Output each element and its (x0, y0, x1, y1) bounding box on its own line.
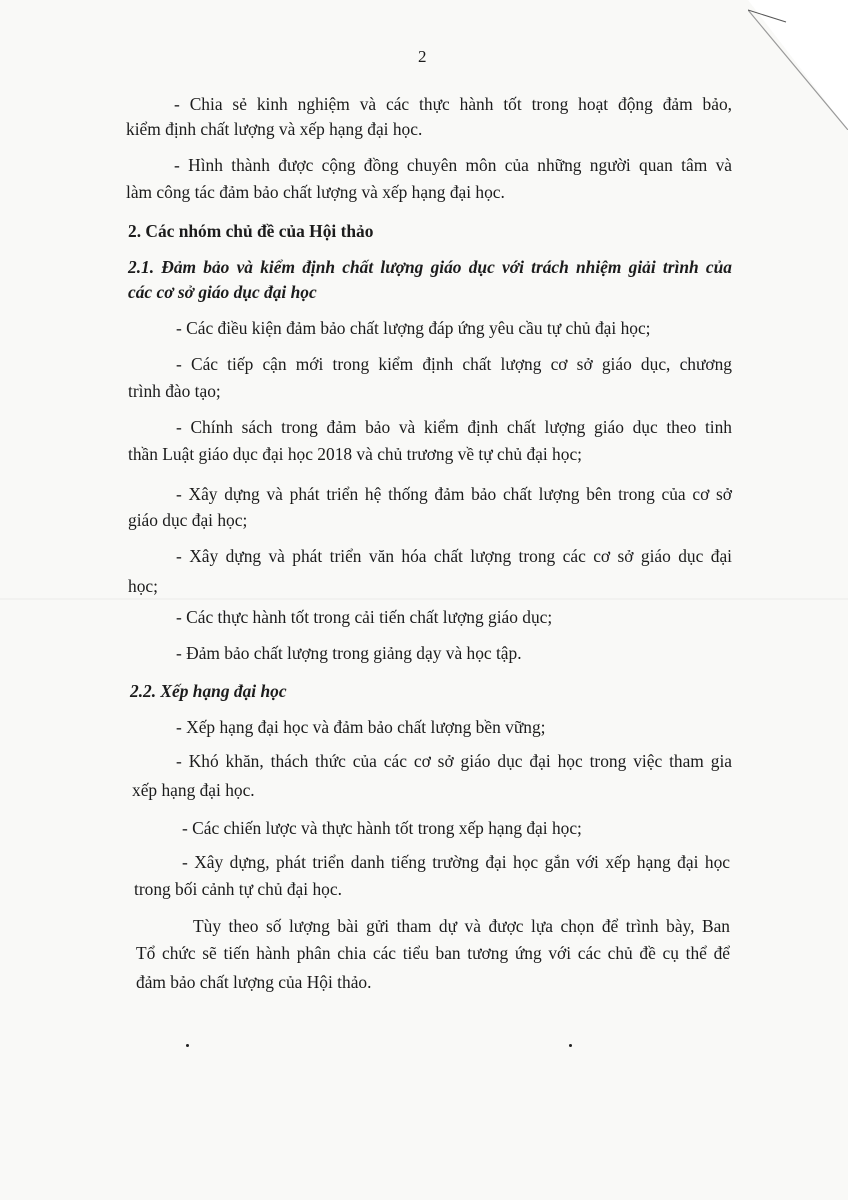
page-number: 2 (418, 47, 427, 66)
sub2-item-2-line-1: - Khó khăn, thách thức của các cơ sở giáo dục đại học trong việc tham gia (176, 751, 732, 771)
intro-bullet-2-line-1: - Hình thành được cộng đồng chuyên môn của những người quan tâm và (174, 155, 732, 175)
sub2-item-2-line-2: xếp hạng đại học. (132, 780, 255, 800)
stray-dot-left (186, 1044, 189, 1047)
sub1-item-3-line-1: - Chính sách trong đảm bảo và kiểm định chất lượng giáo dục theo tinh (176, 417, 732, 437)
sub1-item-5-line-2: học; (128, 576, 158, 596)
sub2-item-1: - Xếp hạng đại học và đảm bảo chất lượng bền vững; (176, 717, 546, 737)
sub2-item-4-line-1: - Xây dựng, phát triển danh tiếng trường đại học gắn với xếp hạng đại học (182, 852, 730, 872)
sub2-item-4-line-2: trong bối cảnh tự chủ đại học. (134, 879, 342, 899)
folded-corner (748, 0, 848, 130)
subsection-2-1-heading-line-2: các cơ sở giáo dục đại học (128, 282, 317, 302)
sub1-item-4-line-1: - Xây dựng và phát triển hệ thống đảm bảo chất lượng bên trong của cơ sở (176, 484, 732, 504)
section-2-heading: 2. Các nhóm chủ đề của Hội thảo (128, 221, 374, 241)
closing-line-1: Tùy theo số lượng bài gửi tham dự và được lựa chọn để trình bày, Ban (193, 916, 730, 936)
sub1-item-2-line-2: trình đào tạo; (128, 381, 221, 401)
paper-crease (0, 598, 848, 600)
closing-line-3: đảm bảo chất lượng của Hội thảo. (136, 972, 372, 992)
stray-dot-right (569, 1044, 572, 1047)
intro-bullet-2-line-2: làm công tác đảm bảo chất lượng và xếp hạng đại học. (126, 182, 505, 202)
sub1-item-7: - Đảm bảo chất lượng trong giảng dạy và học tập. (176, 643, 522, 663)
sub1-item-3-line-2: thần Luật giáo dục đại học 2018 và chủ trương về tự chủ đại học; (128, 444, 582, 464)
subsection-2-1-heading-line-1: 2.1. Đảm bảo và kiểm định chất lượng giáo dục với trách nhiệm giải trình của (128, 257, 732, 277)
sub2-item-3: - Các chiến lược và thực hành tốt trong xếp hạng đại học; (182, 818, 582, 838)
sub1-item-4-line-2: giáo dục đại học; (128, 510, 248, 530)
intro-bullet-1-line-2: kiểm định chất lượng và xếp hạng đại học. (126, 119, 423, 139)
closing-line-2: Tổ chức sẽ tiến hành phân chia các tiểu ban tương ứng với các chủ đề cụ thể để (136, 943, 730, 963)
sub1-item-6: - Các thực hành tốt trong cải tiến chất lượng giáo dục; (176, 607, 553, 627)
sub1-item-1: - Các điều kiện đảm bảo chất lượng đáp ứng yêu cầu tự chủ đại học; (176, 318, 651, 338)
sub1-item-2-line-1: - Các tiếp cận mới trong kiểm định chất lượng cơ sở giáo dục, chương (176, 354, 732, 374)
intro-bullet-1-line-1: - Chia sẻ kinh nghiệm và các thực hành tốt trong hoạt động đảm bảo, (174, 94, 732, 114)
sub1-item-5-line-1: - Xây dựng và phát triển văn hóa chất lượng trong các cơ sở giáo dục đại (176, 546, 732, 566)
subsection-2-2-heading: 2.2. Xếp hạng đại học (130, 681, 287, 701)
